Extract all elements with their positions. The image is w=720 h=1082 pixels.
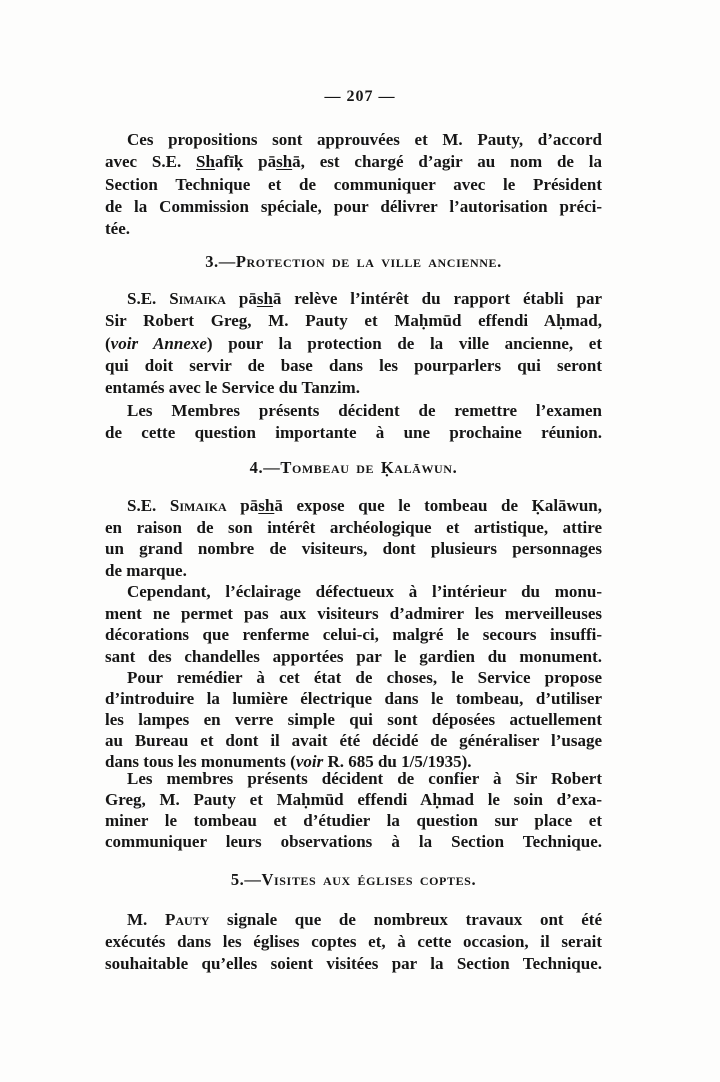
text-line: Les Membres présents décident de remettre l’examen (127, 401, 602, 420)
italic-text: voir (295, 752, 324, 771)
paragraph-eglises-coptes (105, 909, 602, 975)
text-line: Ces propositions sont approuvées et M. Pauty, d’accord (127, 130, 602, 149)
text-line: S.E. Simaika pāshā relève l’intérêt du rapport établi par (127, 289, 602, 308)
transliteration-underline: sh (256, 289, 273, 308)
text-line: exécutés dans les églises coptes et, à cette occasion, il serait (105, 932, 602, 951)
text-line: sant des chandelles apportées par le gardien du monument. (105, 646, 602, 666)
text-line: communiquer leurs observations à la Section Technique. (105, 832, 602, 851)
text-line: de cette question importante à une prochaine réunion. (105, 423, 602, 443)
text-line: dans tous les monuments (voir R. 685 du 1/5/1935). (105, 752, 472, 771)
section-heading-3: 3.—Protection de la ville ancienne. (205, 252, 502, 271)
text-line: souhaitable qu’elles soient visitées par la Section Technique. (105, 954, 602, 973)
small-caps-name: Simaika (169, 496, 227, 515)
italic-text: voir Annexe (110, 333, 207, 353)
text-line: S.E. Simaika pāshā expose que le tombeau de Ḳalāwun, (127, 496, 602, 515)
text-line: un grand nombre de visiteurs, dont plusieurs personnages (105, 539, 602, 558)
text-line: de marque. (105, 560, 187, 580)
text-line: M. Pauty signale que de nombreux travaux ont été (127, 910, 603, 929)
text-line: avec S.E. Shafīḳ pāshā, est chargé d’agir au nom de la (105, 152, 602, 172)
text-line: Les membres présents décident de confier à Sir Robert (127, 769, 602, 788)
text-line: Sir Robert Greg, M. Pauty et Maḥmūd effendi Aḥmad, (105, 311, 602, 331)
text-line: d’introduire la lumière électrique dans le tombeau, d’utiliser (105, 689, 602, 708)
text-line: Section Technique et de communiquer avec le Président (105, 174, 602, 194)
transliteration-underline: sh (258, 496, 275, 515)
paragraph-remise-examen (105, 400, 602, 445)
text-line: Cependant, l’éclairage défectueux à l’intérieur du monu- (127, 582, 602, 601)
text-line: Pour remédier à cet état de choses, le Service propose (127, 668, 602, 687)
text-line: entamés avec le Service du Tanzim. (105, 378, 360, 398)
transliteration-underline: Sh (196, 152, 215, 172)
transliteration-underline: sh (276, 152, 293, 172)
text-line: (voir Annexe) pour la protection de la ville ancienne, et (105, 333, 603, 353)
text-line: en raison de son intérêt archéologique et artistique, attire (105, 517, 602, 537)
paragraph-eclairage (105, 581, 602, 667)
text-line: au Bureau et dont il avait été décidé de généraliser l’usage (105, 731, 602, 750)
small-caps-name: Pauty (164, 910, 210, 929)
section-heading-4: 4.—Tombeau de Ḳalāwun. (249, 458, 458, 477)
paragraph-ville-ancienne (105, 288, 602, 399)
text-line: Greg, M. Pauty et Maḥmūd effendi Aḥmad le soin d’exa- (105, 790, 602, 809)
paragraph-approbation (105, 129, 602, 240)
text-line: qui doit servir de base dans les pourparlers qui seront (105, 355, 602, 375)
text-line: de la Commission spéciale, pour délivrer l’autorisation préci- (105, 196, 602, 216)
text-line: ment ne permet pas aux visiteurs d’admirer les merveilleuses (105, 603, 602, 623)
paragraph-confier-examen (105, 768, 602, 852)
paragraph-lumiere-electrique (105, 667, 602, 772)
text-line: tée. (105, 219, 131, 239)
small-caps-name: Simaika (169, 289, 226, 308)
text-line: les lampes en verre simple qui sont déposées actuellement (105, 710, 602, 729)
page-number: — 207 — (324, 88, 396, 105)
text-line: miner le tombeau et d’étudier la question sur place et (105, 811, 602, 830)
paragraph-tombeau-expose (105, 495, 602, 581)
section-heading-5: 5.—Visites aux églises coptes. (230, 870, 477, 889)
text-line: décorations que renferme celui-ci, malgré le secours insuffi- (105, 625, 602, 644)
